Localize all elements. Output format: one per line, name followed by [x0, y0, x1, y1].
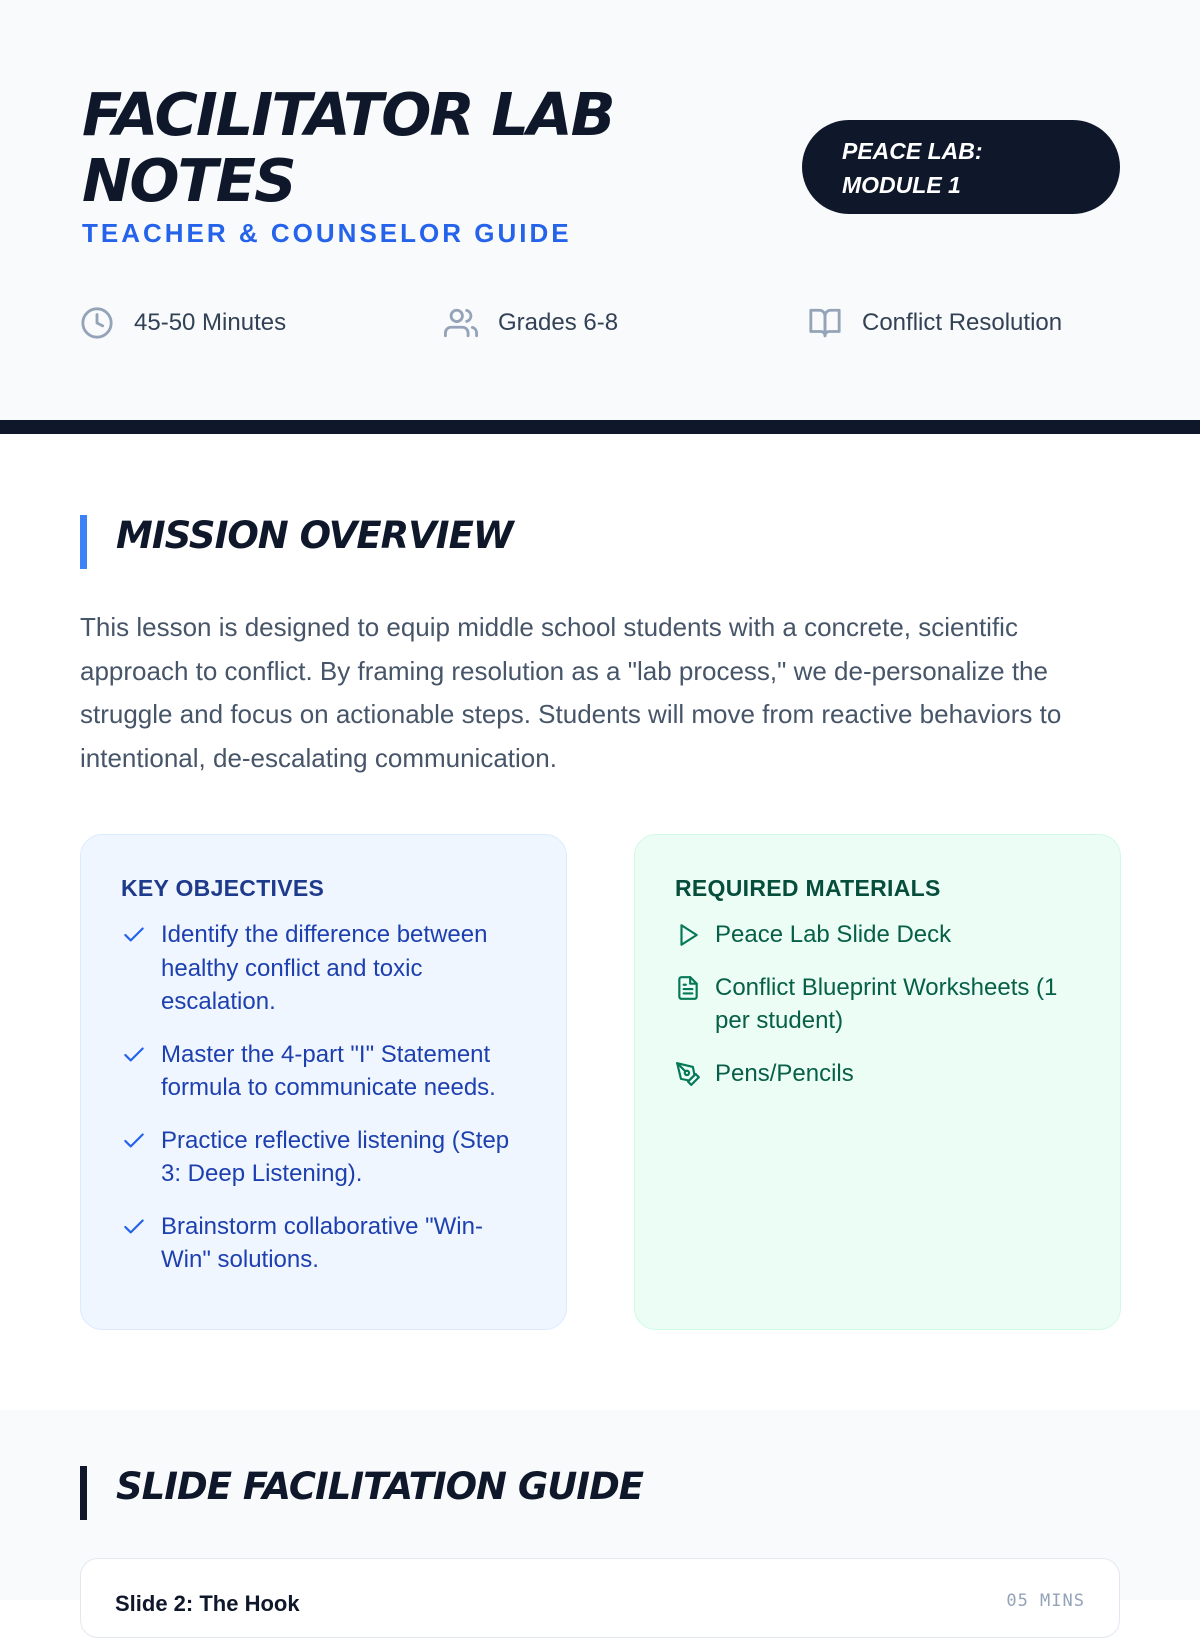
meta-grades-label: Grades 6-8 — [498, 309, 619, 336]
meta-grades — [444, 305, 618, 341]
header-divider — [0, 420, 1200, 434]
objective-text: Master the 4-part "I" Statement formula to communicate needs. — [161, 1040, 496, 1101]
file-text-icon — [675, 975, 701, 1001]
page-header — [0, 0, 1200, 420]
check-icon — [121, 1128, 147, 1154]
list-item — [121, 1124, 526, 1191]
objective-text: Practice reflective listening (Step 3: Deep Listening). — [161, 1126, 510, 1187]
slide-card[interactable] — [80, 1558, 1120, 1638]
play-icon — [675, 922, 701, 948]
required-materials-heading: REQUIRED MATERIALS — [675, 875, 941, 901]
key-objectives-card — [80, 834, 567, 1330]
check-icon — [121, 1042, 147, 1068]
material-text: Conflict Blueprint Worksheets (1 per student) — [715, 973, 1058, 1034]
mission-overview-heading: MISSION OVERVIEW — [116, 514, 513, 557]
meta-topic-label: Conflict Resolution — [862, 309, 1063, 336]
section-accent-bar — [80, 1466, 87, 1520]
section-accent-bar — [80, 515, 87, 569]
meta-topic — [808, 305, 1062, 341]
page-subtitle: TEACHER & COUNSELOR GUIDE — [82, 218, 572, 248]
check-icon — [121, 1214, 147, 1240]
module-badge: PEACE LAB: MODULE 1 — [802, 120, 1120, 214]
book-open-icon — [808, 306, 842, 340]
list-item — [675, 918, 1080, 952]
page-title: FACILITATOR LAB NOTES — [82, 80, 614, 215]
list-item — [121, 918, 526, 1019]
mission-overview-text: This lesson is designed to equip middle school students with a concrete, scientific approach to conflict. By framing resolution as a "lab process," we de-personalize the struggle and focus on actionable steps. Students will move from reactive behaviors to intentional, de-escalating communication. — [80, 612, 1062, 773]
material-text: Peace Lab Slide Deck — [715, 921, 952, 948]
objective-text: Identify the difference between healthy conflict and toxic escalation. — [161, 921, 488, 1015]
key-objectives-heading: KEY OBJECTIVES — [121, 875, 325, 901]
material-text: Pens/Pencils — [715, 1059, 854, 1087]
list-item — [121, 1210, 526, 1277]
pen-tool-icon — [675, 1061, 701, 1087]
users-icon — [444, 306, 478, 340]
meta-duration-label: 45-50 Minutes — [134, 309, 287, 336]
check-icon — [121, 922, 147, 948]
list-item — [121, 1038, 526, 1105]
objectives-list — [121, 918, 526, 1277]
meta-duration — [80, 305, 286, 341]
list-item — [675, 971, 1080, 1038]
materials-list — [675, 918, 1080, 1090]
slide-card-title: Slide 2: The Hook — [115, 1591, 300, 1616]
slide-guide-heading: SLIDE FACILITATION GUIDE — [116, 1465, 644, 1508]
list-item — [675, 1057, 1080, 1091]
required-materials-card — [634, 834, 1121, 1330]
slide-card-duration: 05 MINS — [1006, 1591, 1085, 1611]
clock-icon — [80, 306, 114, 340]
objective-text: Brainstorm collaborative "Win-Win" solutions. — [161, 1212, 483, 1273]
